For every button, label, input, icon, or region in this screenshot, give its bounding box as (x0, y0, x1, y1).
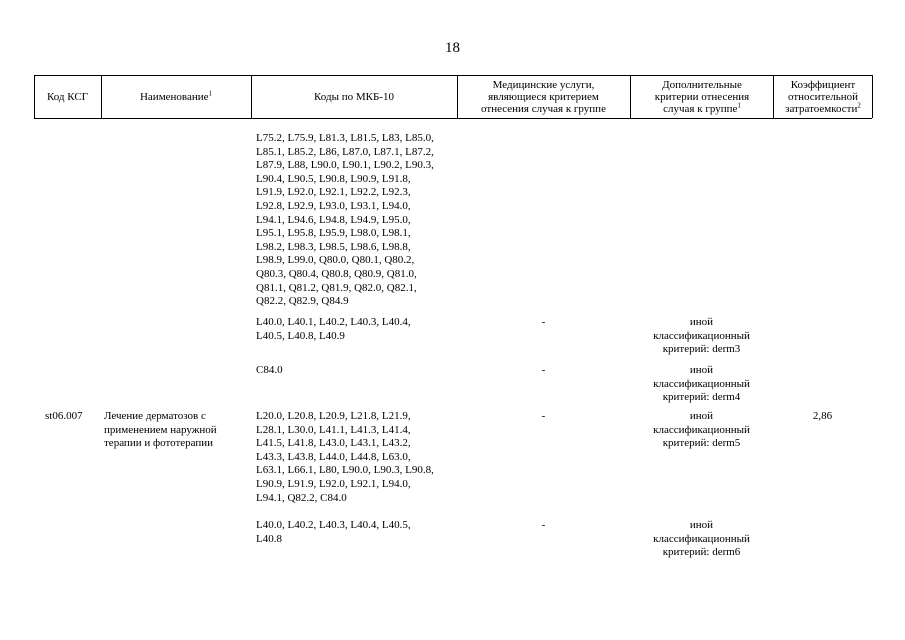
header-coefficient (778, 75, 868, 118)
criteria-line: классификационный (653, 532, 750, 545)
row-2-service: - (541, 316, 546, 328)
header-code (34, 75, 101, 118)
group-code: st06.007 (45, 410, 83, 422)
row-2-icd-codes (256, 316, 456, 343)
criteria-line: критерий: derm4 (662, 391, 741, 404)
icd-line: L20.0, L20.8, L20.9, L21.8, L21.9, (256, 410, 411, 422)
header-border-right (872, 75, 873, 118)
header-coefficient-footnote: 2 (857, 100, 861, 109)
row-4-service: - (541, 410, 546, 422)
row-3-service: - (541, 364, 546, 376)
criteria-line: иной (689, 410, 714, 422)
icd-line: Q82.2, Q82.9, Q84.9 (256, 295, 349, 308)
row-5-service: - (541, 519, 546, 531)
header-criteria (640, 75, 764, 118)
header-coefficient-label: Коэффициент относительной затратоемкости (785, 78, 859, 115)
icd-line: L40.0, L40.1, L40.2, L40.3, L40.4, (256, 316, 411, 328)
header-divider-4 (630, 75, 631, 118)
icd-line: L91.9, L92.0, L92.1, L92.2, L92.3, (256, 186, 411, 199)
criteria-line: критерий: derm6 (662, 546, 741, 559)
icd-line: L43.3, L43.8, L44.0, L44.8, L63.0, (256, 450, 411, 463)
group-name: Лечение дерматозов с применением наружной терапии и фототерапии (104, 410, 217, 450)
icd-line: L94.1, L94.6, L94.8, L94.9, L95.0, (256, 213, 411, 226)
criteria-line: классификационный (653, 377, 750, 390)
criteria-line: критерий: derm3 (662, 343, 741, 356)
icd-line: Q80.3, Q80.4, Q80.8, Q80.9, Q81.0, (256, 267, 417, 280)
page-number: 18 (445, 40, 460, 56)
header-criteria-footnote: 1 (737, 100, 741, 109)
header-divider-3 (457, 75, 458, 118)
criteria-line: иной (689, 364, 714, 376)
icd-line: L94.1, Q82.2, C84.0 (256, 491, 347, 504)
header-code-label: Код КСГ (46, 90, 89, 103)
icd-line: L40.0, L40.2, L40.3, L40.4, L40.5, (256, 519, 411, 531)
icd-line: L28.1, L30.0, L41.1, L41.3, L41.4, (256, 423, 411, 436)
header-services (470, 75, 617, 118)
header-criteria-label: Дополнительные критерии отнесения случая к группе (654, 78, 750, 115)
header-name (101, 75, 251, 118)
criteria-line: иной (689, 316, 714, 328)
icd-line: L90.9, L91.9, L92.0, L92.1, L94.0, (256, 477, 411, 490)
icd-line: L40.8 (256, 532, 282, 545)
icd-line: L98.2, L98.3, L98.5, L98.6, L98.8, (256, 240, 411, 253)
header-icd-label: Коды по МКБ-10 (314, 90, 394, 103)
icd-line: L41.5, L41.8, L43.0, L43.1, L43.2, (256, 437, 411, 450)
header-divider-5 (773, 75, 774, 118)
header-name-footnote: 1 (208, 88, 213, 97)
row-5-criteria (630, 519, 773, 560)
row-4-criteria (630, 410, 773, 451)
icd-line: L95.1, L95.8, L95.9, L98.0, L98.1, (256, 227, 411, 240)
icd-line: Q81.1, Q81.2, Q81.9, Q82.0, Q82.1, (256, 281, 417, 294)
icd-line: L90.4, L90.5, L90.8, L90.9, L91.8, (256, 172, 411, 185)
icd-line: C84.0 (256, 364, 283, 376)
icd-line: L92.8, L92.9, L93.0, L93.1, L94.0, (256, 199, 411, 212)
criteria-line: иной (689, 519, 714, 531)
row-4-icd-codes (256, 410, 456, 505)
criteria-line: классификационный (653, 423, 750, 436)
icd-line: L63.1, L66.1, L80, L90.0, L90.3, L90.8, (256, 464, 434, 477)
row-1-icd-codes (256, 132, 456, 309)
table-header-rule (34, 118, 872, 119)
icd-line: L98.9, L99.0, Q80.0, Q80.1, Q80.2, (256, 254, 415, 267)
header-name-label: Наименование (139, 90, 209, 103)
icd-line: L75.2, L75.9, L81.3, L81.5, L83, L85.0, (256, 132, 434, 144)
criteria-line: критерий: derm5 (662, 437, 741, 450)
criteria-line: классификационный (653, 329, 750, 342)
header-icd (251, 75, 457, 118)
row-2-criteria (630, 316, 773, 357)
group-coefficient: 2,86 (812, 410, 833, 422)
row-3-criteria (630, 364, 773, 405)
icd-line: L85.1, L85.2, L86, L87.0, L87.1, L87.2, (256, 145, 434, 158)
row-5-icd-codes (256, 519, 456, 546)
row-3-icd-codes (256, 364, 456, 378)
header-services-label: Медицинские услуги, являющиеся критерием отнесения случая к группе (481, 78, 606, 115)
icd-line: L40.5, L40.8, L40.9 (256, 329, 345, 342)
icd-line: L87.9, L88, L90.0, L90.1, L90.2, L90.3, (256, 159, 434, 172)
